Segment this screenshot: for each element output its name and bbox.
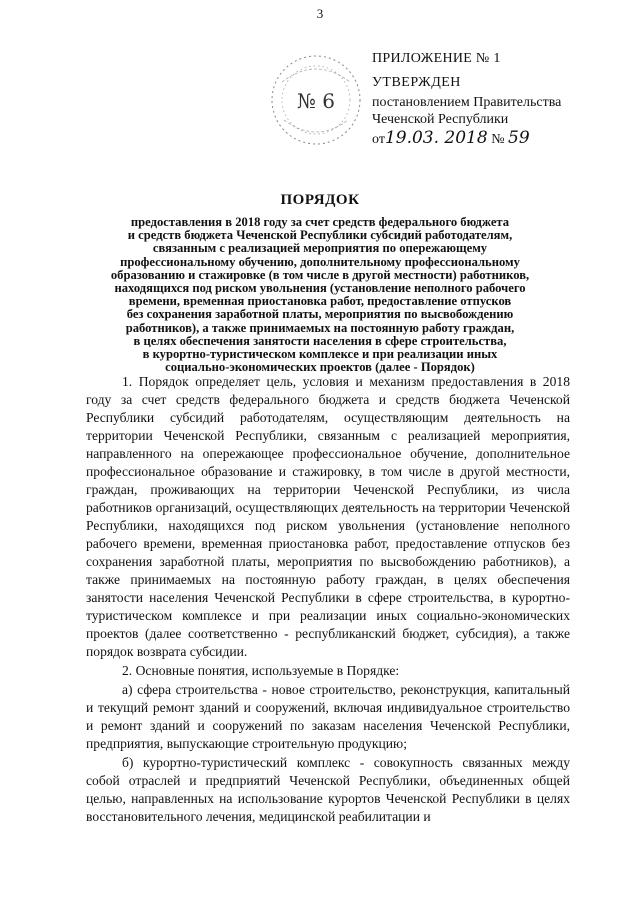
paragraph-2: 2. Основные понятия, используемые в Порядке: bbox=[122, 663, 400, 678]
subtitle-line: образованию и стажировке (в том числе в другой местности) работников, bbox=[110, 267, 530, 282]
decree-number: 59 bbox=[508, 128, 530, 148]
subtitle-line: профессиональному обучению, дополнительному профессиональному bbox=[120, 254, 520, 269]
subtitle-line: работников), а также принимаемых на постоянную работу граждан, bbox=[125, 320, 515, 335]
subtitle-line: без сохранения заработной платы, мероприятия по высвобождению bbox=[126, 307, 514, 322]
paragraph-1: 1. Порядок определяет цель, условия и механизм предоставления в 2018 году за счет средств федерального бюджета и средств бюджета Чеченской Республики субсидий работодателям, осуществляющим деятельность на территории Чеченской Республики, связанным с реализацией мероприятия, направленного на опережающее профессиональное обучение, дополнительное профессиональное образование и стажировку, в том числе в другой местности, граждан, проживающих на территории Чеченской Республики, из числа работников организаций, осуществляющих деятельность на территории Чеченской Республики, находящихся под риском увольнения (установление неполного рабочего времени, временная приостановка работ, предоставление отпусков без сохранения заработной платы, мероприятия по высвобождению работников), а также принимаемых на постоянную работу граждан, в целях обеспечения занятости населения Чеченской Республики в сфере строительства, в курортно-туристическом комплексе и при реализации иных социально-экономических проектов (далее соответственно - республиканский бюджет, субсидия), а также порядок возврата субсидии. bbox=[86, 374, 570, 659]
subtitle-line: в курортно-туристическом комплексе и при реализации иных bbox=[142, 347, 498, 362]
subtitle-line: времени, временная приостановка работ, предоставление отпусков bbox=[128, 294, 512, 309]
decree-date: 19.03. 2018 bbox=[384, 128, 488, 148]
date-prefix: от bbox=[372, 132, 385, 147]
seal-stamp bbox=[268, 52, 364, 148]
decree-line-2: Чеченской Республики bbox=[372, 112, 509, 127]
subtitle-line: и средств бюджета Чеченской Республики субсидий работодателям, bbox=[127, 228, 513, 243]
subtitle-line: социально-экономических проектов (далее - Порядок) bbox=[165, 360, 475, 375]
number-prefix: № bbox=[491, 132, 505, 147]
document-subtitle bbox=[95, 216, 545, 374]
paragraph-2b: б) курортно-туристический комплекс - совокупность связанных между собой отраслей и предприятий Чеченской Республики, объединенных общей целью, направленных на использование курортов Чеченской Республики в целях восстановительного лечения, медицинской реабилитации и bbox=[86, 755, 570, 824]
decree-line-1: постановлением Правительства bbox=[372, 95, 562, 110]
page-number: 3 bbox=[316, 6, 324, 21]
document-body bbox=[86, 373, 570, 826]
subtitle-line: находящихся под риском увольнения (установление неполного рабочего bbox=[114, 281, 526, 296]
subtitle-line: предоставления в 2018 году за счет средств федерального бюджета bbox=[130, 215, 510, 229]
approval-block bbox=[372, 50, 612, 148]
decree-date-line bbox=[372, 130, 612, 148]
approved-label: УТВЕРЖДЕН bbox=[372, 75, 461, 90]
appendix-label: ПРИЛОЖЕНИЕ № 1 bbox=[372, 51, 501, 66]
paragraph-2a: а) сфера строительства - новое строительство, реконструкция, капитальный и текущий ремонт зданий и сооружений, включая индивидуальное строительство и ремонт зданий и сооружений по заказам населения Чеченской Республики, предприятия, выпускающие строительную продукцию; bbox=[86, 682, 570, 751]
stamp-number: № 6 bbox=[296, 89, 336, 113]
subtitle-line: в целях обеспечения занятости населения в сфере строительства, bbox=[133, 333, 507, 348]
subtitle-line: связанным с реализацией мероприятия по опережающему bbox=[152, 241, 488, 256]
document-title: ПОРЯДОК bbox=[280, 192, 360, 208]
